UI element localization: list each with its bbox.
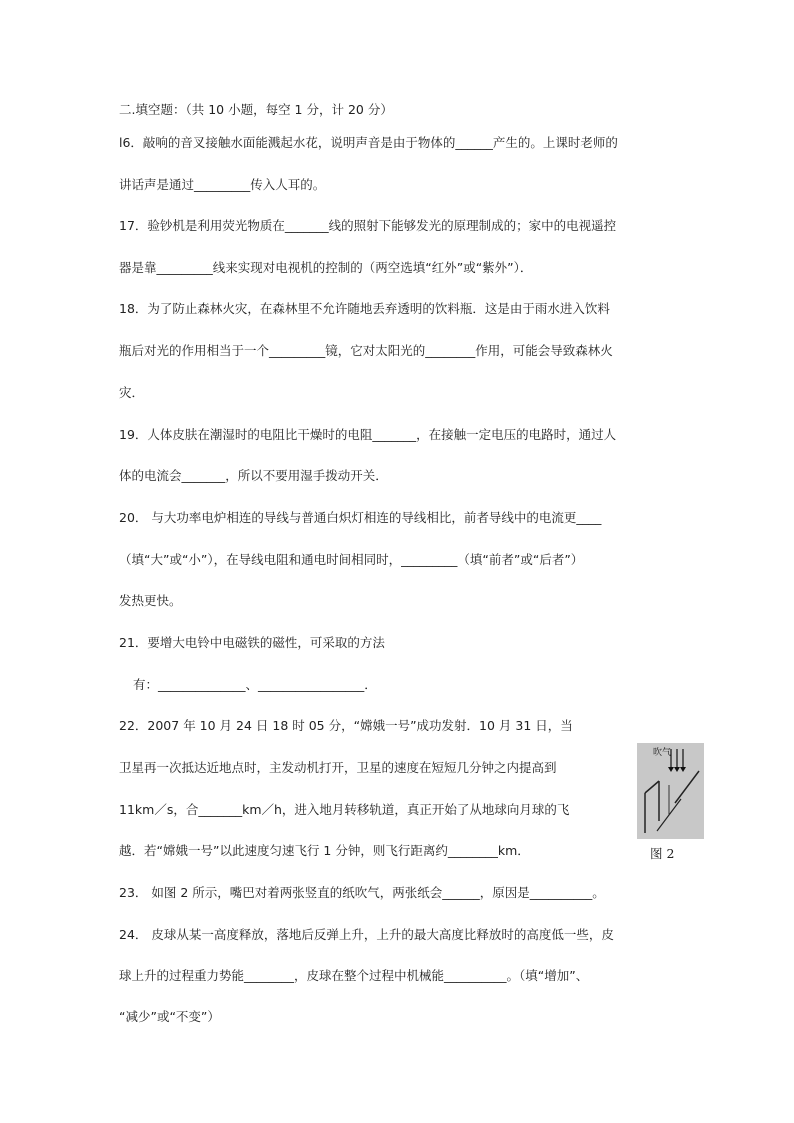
question-24-line-2: 球上升的过程重力势能________，皮球在整个过程中机械能__________。（填“增加”、: [119, 968, 589, 983]
question-16-line-1: l6．敲响的音叉接触水面能溅起水花，说明声音是由于物体的______产生的。上课时老师的: [119, 135, 618, 150]
question-18-line-1: 18．为了防止森林火灾，在森林里不允许随地丢弃透明的饮料瓶．这是由于雨水进入饮料: [119, 301, 610, 316]
question-19-line-1: 19．人体皮肤在潮湿时的电阻比干燥时的电阻_______，在接触一定电压的电路时，通过人: [119, 427, 617, 442]
question-21-line-2: 有：______________、_________________．: [133, 677, 377, 692]
figure-2-image: [637, 743, 704, 839]
figure-caption: 图 2: [650, 846, 675, 861]
question-24-line-3: “减少”或“不变”）: [119, 1009, 220, 1024]
figure-label: 吹气: [653, 748, 672, 758]
question-22-line-2: 卫星再一次抵达近地点时，主发动机打开，卫星的速度在短短几分钟之内提高到: [119, 760, 557, 775]
question-20-line-2: （填“大”或“小”），在导线电阻和通电时间相同时，_________（填“前者”或“后者”）: [119, 552, 584, 567]
question-22-line-4: 越．若“嫦娥一号”以此速度匀速飞行 1 分钟，则飞行距离约________km．: [119, 843, 530, 858]
question-24-line-1: 24． 皮球从某一高度释放，落地后反弹上升，上升的最大高度比释放时的高度低一些，皮: [119, 927, 614, 942]
question-17-line-1: 17．验钞机是利用荧光物质在_______线的照射下能够发光的原理制成的；家中的电视遥控: [119, 218, 617, 233]
paper-blowing-diagram: [637, 743, 704, 839]
question-16-line-2: 讲话声是通过_________传入人耳的。: [119, 177, 326, 192]
question-19-line-2: 体的电流会_______，所以不要用湿手拨动开关．: [119, 468, 388, 483]
question-23-line-1: 23． 如图 2 所示，嘴巴对着两张竖直的纸吹气，两张纸会______，原因是__________。: [119, 885, 605, 900]
question-17-line-2: 器是靠_________线来实现对电视机的控制的（两空选填“红外”或“紫外”）．: [119, 260, 533, 275]
question-18-line-2: 瓶后对光的作用相当于一个_________镜，它对太阳光的________作用，可能会导致森林火: [119, 343, 613, 358]
question-22-line-1: 22．2007 年 10 月 24 日 18 时 05 分，“嫦娥一号”成功发射．10 月 31 日，当: [119, 718, 573, 733]
question-20-line-3: 发热更快。: [119, 593, 182, 608]
section-heading: 二.填空题：（共 10 小题，每空 1 分，计 20 分）: [119, 102, 393, 117]
question-20-line-1: 20． 与大功率电炉相连的导线与普通白炽灯相连的导线相比，前者导线中的电流更____: [119, 510, 602, 525]
question-18-line-3: 灾．: [119, 385, 145, 400]
question-21-line-1: 21．要增大电铃中电磁铁的磁性，可采取的方法: [119, 635, 385, 650]
question-22-line-3: 11km／s，合_______km／h，进入地月转移轨道，真正开始了从地球向月球的飞: [119, 802, 570, 817]
